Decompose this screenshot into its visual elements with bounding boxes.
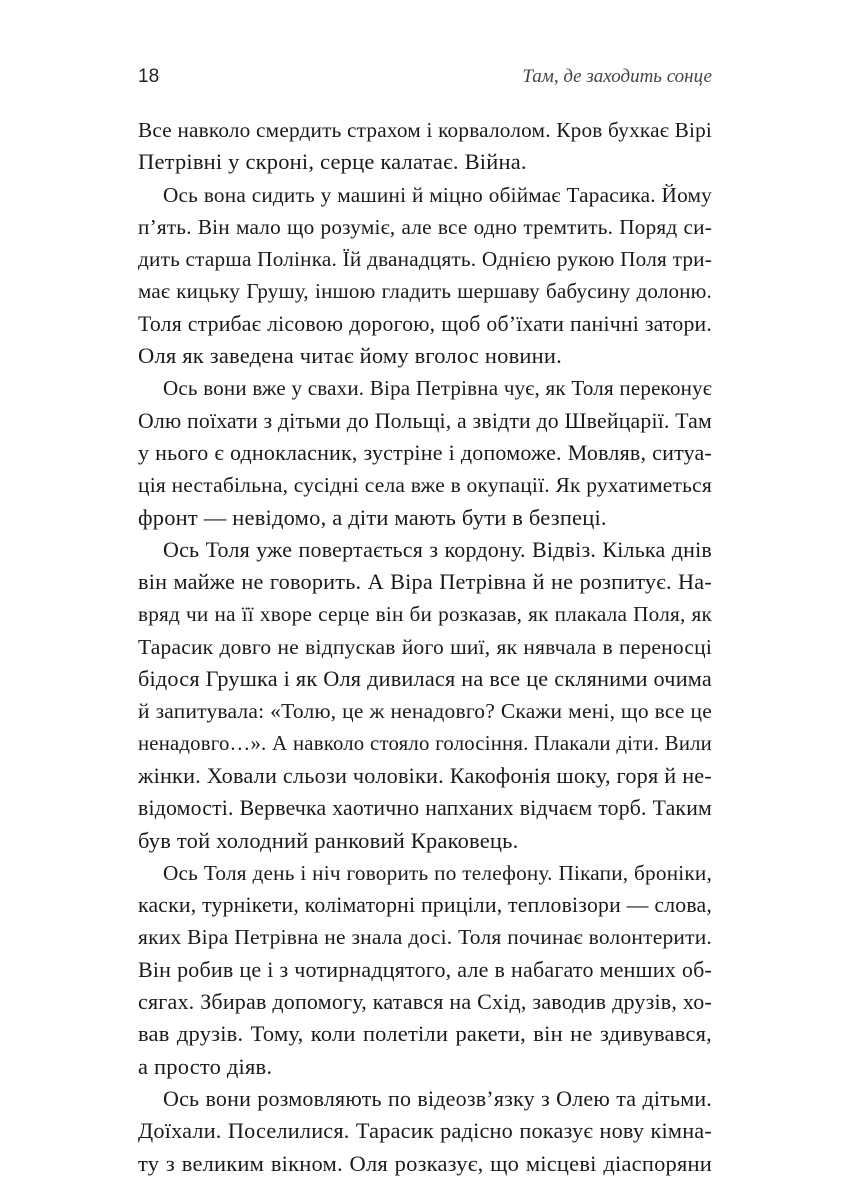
paragraph bbox=[138, 534, 712, 857]
text-line: Олю поїхати з дітьми до Польщі, а звідти до Швейцарії. Там bbox=[138, 408, 712, 433]
text-line: Ось Толя уже повертається з кордону. Відвіз. Кілька днів bbox=[163, 536, 712, 562]
text-line: а просто діяв. bbox=[138, 1053, 273, 1079]
book-title: Там, де заходить сонце bbox=[522, 66, 712, 87]
text-line: Толя стрибає лісовою дорогою, щоб об’їхати панічні затори. bbox=[138, 311, 712, 336]
text-line: має кицьку Грушу, іншою гладить шершаву бабусину долоню. bbox=[138, 279, 712, 304]
text-line: Ось Толя день і ніч говорить по телефону. Пікапи, броніки, bbox=[163, 860, 712, 885]
text-line: дить старша Полінка. Їй дванадцять. Однією рукою Поля три- bbox=[138, 247, 712, 272]
paragraph bbox=[138, 1083, 712, 1180]
text-line: відомості. Вервечка хаотично напханих відчаєм торб. Таким bbox=[138, 796, 712, 821]
page-number: 18 bbox=[138, 66, 160, 87]
text-line: жінки. Ховали сльози чоловіки. Какофонія шоку, горя й не- bbox=[138, 762, 712, 788]
text-line: Петрівні у скроні, серце калатає. Війна. bbox=[138, 149, 527, 175]
text-line: п’ять. Він мало що розуміє, але все одно тремтить. Поряд си- bbox=[138, 214, 712, 239]
text-line: каски, турнікети, коліматорні приціли, тепловізори — слова, bbox=[138, 893, 712, 918]
text-line: вав друзів. Тому, коли полетіли ракети, він не здивувався, bbox=[138, 1021, 712, 1047]
text-line: фронт — невідомо, а діти мають бути в безпеці. bbox=[138, 504, 607, 530]
text-line: й запитувала: «Толю, це ж ненадовго? Скажи мені, що все це bbox=[138, 699, 712, 724]
text-line: сягах. Збирав допомогу, катався на Схід, заводив друзів, хо- bbox=[138, 989, 712, 1015]
running-head bbox=[138, 66, 712, 94]
text-line: яких Віра Петрівна не знала досі. Толя починає волонтерити. bbox=[138, 925, 712, 950]
paragraph bbox=[138, 114, 712, 179]
text-line: ція нестабільна, сусідні села вже в окупації. Як рухатиметься bbox=[138, 473, 712, 498]
text-line: Тарасик довго не відпускав його шиї, як нявчала в переносці bbox=[138, 634, 712, 659]
text-line: Він робив це і з чотирнадцятого, але в набагато менших об- bbox=[138, 956, 712, 982]
paragraph bbox=[138, 372, 712, 533]
text-line: Ось вона сидить у машині й міцно обіймає Тарасика. Йому bbox=[163, 182, 712, 207]
text-line: був той холодний ранковий Краковець. bbox=[138, 827, 519, 853]
text-line: у нього є однокласник, зустріне і допоможе. Мовляв, ситуа- bbox=[138, 439, 712, 465]
text-line: ту з великим вікном. Оля розказує, що місцеві діаспоряни bbox=[138, 1150, 712, 1176]
text-line: ненадовго…». А навколо стояло голосіння. Плакали діти. Вили bbox=[138, 732, 712, 755]
text-line: він майже не говорить. А Віра Петрівна й не розпитує. На- bbox=[138, 569, 712, 595]
body-text bbox=[138, 114, 712, 1180]
text-line: Оля як заведена читає йому вголос новини. bbox=[138, 343, 562, 369]
text-line: Все навколо смердить страхом і корвалолом. Кров бухкає Вірі bbox=[138, 118, 712, 142]
text-line: Ось вони розмовляють по відеозв’язку з Олею та дітьми. bbox=[163, 1085, 712, 1111]
text-line: бідося Грушка і як Оля дивилася на все це скляними очима bbox=[138, 666, 712, 692]
text-line: вряд чи на її хворе серце він би розказав, як плакала Поля, як bbox=[138, 602, 712, 627]
paragraph bbox=[138, 857, 712, 1083]
text-line: Доїхали. Поселилися. Тарасик радісно показує нову кімна- bbox=[138, 1118, 712, 1144]
text-line: Ось вони вже у свахи. Віра Петрівна чує, як Толя переконує bbox=[163, 376, 712, 401]
paragraph bbox=[138, 179, 712, 373]
